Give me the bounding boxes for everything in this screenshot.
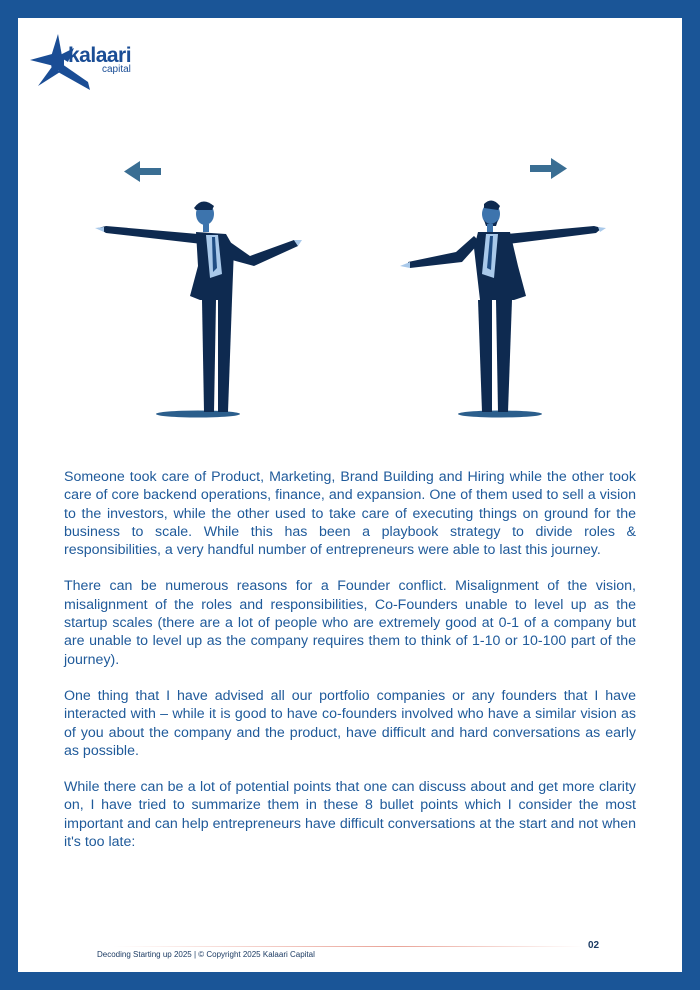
footer-copyright: Decoding Starting up 2025 | © Copyright 2025 Kalaari Capital: [97, 950, 315, 959]
arrow-right-icon: [530, 158, 567, 179]
document-page: [18, 18, 682, 972]
paragraph-3: One thing that I have advised all our portfolio companies or any founders that I have interacted with – while it is good to have co-founders involved who have a similar vision as of you about the company and the product, have difficult and hard conversations as early as possible.: [64, 687, 636, 759]
arrow-left-icon: [124, 161, 161, 182]
founders-illustration: [18, 148, 682, 428]
paragraph-2: There can be numerous reasons for a Founder conflict. Misalignment of the vision, misalignment of the roles and responsibilities, Co-Founders unable to level up as the startup scales (there are a lot of people who are extremely good at 0-1 of a company but are unable to level up as the company requires them to think of 1-10 or 10-100 part of the journey).: [64, 578, 636, 668]
kalaari-logo: [28, 30, 138, 92]
right-founder-figure: [400, 200, 606, 417]
footer-divider: [113, 946, 583, 947]
paragraph-4: While there can be a lot of potential points that one can discuss about and get more clarity on, I have tried to summarize them in these 8 bullet points which I consider the most important and can help entrepreneurs have difficult conversations at the start and not when it's too late:: [64, 779, 636, 851]
left-founder-figure: [95, 201, 302, 417]
logo-wordmark: kalaari: [68, 44, 132, 67]
page-number: 02: [588, 940, 600, 951]
paragraph-1: Someone took care of Product, Marketing, Brand Building and Hiring while the other took care of core backend operations, finance, and expansion. One of them used to sell a vision to the investors, while the other used to take care of executing things on ground for the business to scale. While this has been a playbook strategy to divide roles & responsibilities, a very handful number of entrepreneurs were able to last this journey.: [64, 469, 636, 559]
logo-subtitle: capital: [102, 64, 131, 75]
body-text: [64, 468, 636, 869]
